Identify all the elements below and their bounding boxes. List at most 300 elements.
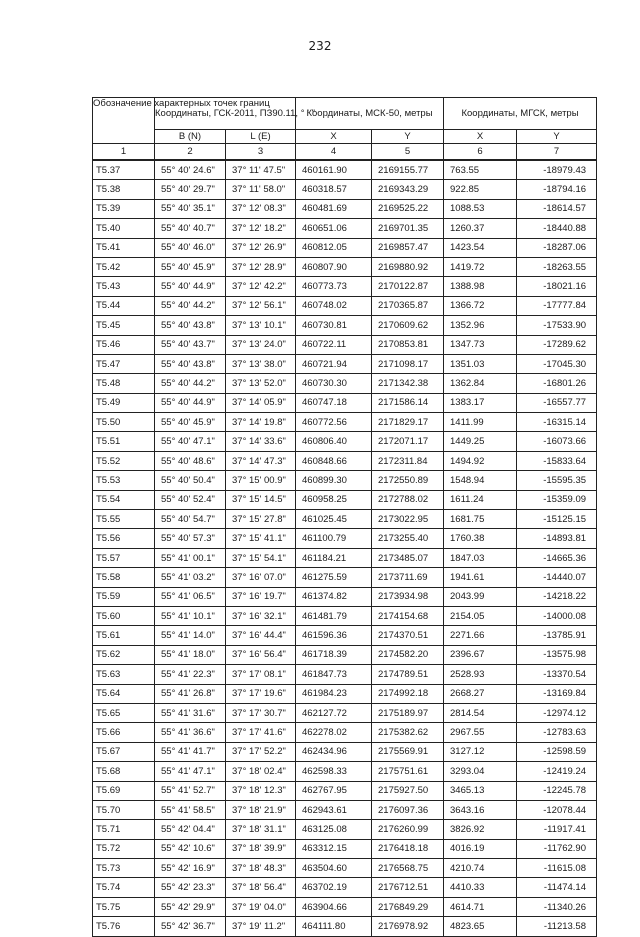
longitude-cell: 37° 16' 32.1" bbox=[226, 606, 296, 625]
point-id-cell: Т5.71 bbox=[93, 820, 155, 839]
column-number: 6 bbox=[444, 144, 517, 161]
point-id-cell: Т5.42 bbox=[93, 257, 155, 276]
header-gsk-l: L (E) bbox=[226, 130, 296, 144]
table-row bbox=[93, 839, 597, 858]
table-row bbox=[93, 257, 597, 276]
table-row bbox=[93, 238, 597, 257]
point-id-cell: Т5.74 bbox=[93, 878, 155, 897]
msk-x-cell: 460747.18 bbox=[296, 393, 372, 412]
msk-x-cell: 460958.25 bbox=[296, 490, 372, 509]
msk-y-cell: 2171342.38 bbox=[372, 374, 444, 393]
mgsk-y-cell: -18263.55 bbox=[517, 257, 597, 276]
longitude-cell: 37° 15' 14.5" bbox=[226, 490, 296, 509]
mgsk-x-cell: 1388.98 bbox=[444, 277, 517, 296]
mgsk-x-cell: 2814.54 bbox=[444, 703, 517, 722]
mgsk-x-cell: 2396.67 bbox=[444, 645, 517, 664]
longitude-cell: 37° 14' 05.9" bbox=[226, 393, 296, 412]
mgsk-y-cell: -16801.26 bbox=[517, 374, 597, 393]
msk-x-cell: 460748.02 bbox=[296, 296, 372, 315]
mgsk-y-cell: -18794.16 bbox=[517, 180, 597, 199]
longitude-cell: 37° 14' 33.6" bbox=[226, 432, 296, 451]
point-id-cell: Т5.48 bbox=[93, 374, 155, 393]
msk-y-cell: 2176712.51 bbox=[372, 878, 444, 897]
mgsk-x-cell: 2043.99 bbox=[444, 587, 517, 606]
mgsk-x-cell: 1260.37 bbox=[444, 219, 517, 238]
msk-y-cell: 2174370.51 bbox=[372, 626, 444, 645]
msk-y-cell: 2175189.97 bbox=[372, 703, 444, 722]
mgsk-y-cell: -17289.62 bbox=[517, 335, 597, 354]
mgsk-x-cell: 2154.05 bbox=[444, 606, 517, 625]
mgsk-y-cell: -12974.12 bbox=[517, 703, 597, 722]
msk-y-cell: 2171829.17 bbox=[372, 413, 444, 432]
mgsk-y-cell: -11615.08 bbox=[517, 859, 597, 878]
mgsk-x-cell: 1423.54 bbox=[444, 238, 517, 257]
latitude-cell: 55° 40' 57.3" bbox=[155, 529, 226, 548]
msk-x-cell: 460772.56 bbox=[296, 413, 372, 432]
point-id-cell: Т5.55 bbox=[93, 510, 155, 529]
msk-x-cell: 460773.73 bbox=[296, 277, 372, 296]
point-id-cell: Т5.62 bbox=[93, 645, 155, 664]
msk-y-cell: 2175751.61 bbox=[372, 762, 444, 781]
mgsk-x-cell: 3127.12 bbox=[444, 742, 517, 761]
table-row bbox=[93, 393, 597, 412]
latitude-cell: 55° 40' 45.9" bbox=[155, 413, 226, 432]
table-row bbox=[93, 451, 597, 470]
longitude-cell: 37° 12' 42.2" bbox=[226, 277, 296, 296]
mgsk-y-cell: -14440.07 bbox=[517, 568, 597, 587]
point-id-cell: Т5.46 bbox=[93, 335, 155, 354]
longitude-cell: 37° 12' 28.9" bbox=[226, 257, 296, 276]
point-id-cell: Т5.68 bbox=[93, 762, 155, 781]
latitude-cell: 55° 41' 00.1" bbox=[155, 548, 226, 567]
mgsk-x-cell: 1362.84 bbox=[444, 374, 517, 393]
latitude-cell: 55° 41' 58.5" bbox=[155, 800, 226, 819]
table-row bbox=[93, 723, 597, 742]
msk-y-cell: 2176978.92 bbox=[372, 917, 444, 936]
msk-y-cell: 2174992.18 bbox=[372, 684, 444, 703]
latitude-cell: 55° 42' 16.9" bbox=[155, 859, 226, 878]
mgsk-y-cell: -18021.16 bbox=[517, 277, 597, 296]
point-id-cell: Т5.49 bbox=[93, 393, 155, 412]
msk-x-cell: 462127.72 bbox=[296, 703, 372, 722]
table-row bbox=[93, 510, 597, 529]
mgsk-x-cell: 1611.24 bbox=[444, 490, 517, 509]
table-row bbox=[93, 800, 597, 819]
msk-x-cell: 461481.79 bbox=[296, 606, 372, 625]
mgsk-x-cell: 3826.92 bbox=[444, 820, 517, 839]
msk-x-cell: 461275.59 bbox=[296, 568, 372, 587]
table-row bbox=[93, 471, 597, 490]
table-row bbox=[93, 199, 597, 218]
table-row bbox=[93, 665, 597, 684]
msk-y-cell: 2170609.62 bbox=[372, 316, 444, 335]
msk-y-cell: 2175927.50 bbox=[372, 781, 444, 800]
msk-y-cell: 2172071.17 bbox=[372, 432, 444, 451]
latitude-cell: 55° 41' 18.0" bbox=[155, 645, 226, 664]
point-id-cell: Т5.39 bbox=[93, 199, 155, 218]
longitude-cell: 37° 16' 07.0" bbox=[226, 568, 296, 587]
longitude-cell: 37° 16' 44.4" bbox=[226, 626, 296, 645]
msk-x-cell: 463904.66 bbox=[296, 897, 372, 916]
mgsk-y-cell: -17533.90 bbox=[517, 316, 597, 335]
msk-y-cell: 2171098.17 bbox=[372, 354, 444, 373]
table-row bbox=[93, 432, 597, 451]
msk-x-cell: 463702.19 bbox=[296, 878, 372, 897]
mgsk-y-cell: -14218.22 bbox=[517, 587, 597, 606]
longitude-cell: 37° 18' 02.4" bbox=[226, 762, 296, 781]
mgsk-y-cell: -16073.66 bbox=[517, 432, 597, 451]
mgsk-y-cell: -12598.59 bbox=[517, 742, 597, 761]
msk-y-cell: 2174789.51 bbox=[372, 665, 444, 684]
msk-y-cell: 2173022.95 bbox=[372, 510, 444, 529]
point-id-cell: Т5.70 bbox=[93, 800, 155, 819]
longitude-cell: 37° 18' 56.4" bbox=[226, 878, 296, 897]
table-row bbox=[93, 160, 597, 180]
msk-x-cell: 460848.66 bbox=[296, 451, 372, 470]
table-row bbox=[93, 354, 597, 373]
mgsk-y-cell: -11917.41 bbox=[517, 820, 597, 839]
longitude-cell: 37° 12' 08.3" bbox=[226, 199, 296, 218]
column-number: 7 bbox=[517, 144, 597, 161]
msk-y-cell: 2172788.02 bbox=[372, 490, 444, 509]
point-id-cell: Т5.47 bbox=[93, 354, 155, 373]
latitude-cell: 55° 42' 10.6" bbox=[155, 839, 226, 858]
mgsk-x-cell: 1351.03 bbox=[444, 354, 517, 373]
latitude-cell: 55° 41' 52.7" bbox=[155, 781, 226, 800]
point-id-cell: Т5.44 bbox=[93, 296, 155, 315]
msk-y-cell: 2170122.87 bbox=[372, 277, 444, 296]
mgsk-x-cell: 2967.55 bbox=[444, 723, 517, 742]
longitude-cell: 37° 17' 08.1" bbox=[226, 665, 296, 684]
msk-y-cell: 2173711.69 bbox=[372, 568, 444, 587]
latitude-cell: 55° 40' 44.9" bbox=[155, 393, 226, 412]
table-row bbox=[93, 316, 597, 335]
msk-x-cell: 461100.79 bbox=[296, 529, 372, 548]
mgsk-x-cell: 4614.71 bbox=[444, 897, 517, 916]
msk-x-cell: 460730.81 bbox=[296, 316, 372, 335]
mgsk-y-cell: -11340.26 bbox=[517, 897, 597, 916]
table-row bbox=[93, 277, 597, 296]
point-id-cell: Т5.67 bbox=[93, 742, 155, 761]
msk-y-cell: 2173485.07 bbox=[372, 548, 444, 567]
point-id-cell: Т5.54 bbox=[93, 490, 155, 509]
mgsk-y-cell: -15125.15 bbox=[517, 510, 597, 529]
mgsk-x-cell: 2668.27 bbox=[444, 684, 517, 703]
msk-x-cell: 460899.30 bbox=[296, 471, 372, 490]
latitude-cell: 55° 40' 29.7" bbox=[155, 180, 226, 199]
mgsk-x-cell: 4210.74 bbox=[444, 859, 517, 878]
msk-x-cell: 462434.96 bbox=[296, 742, 372, 761]
longitude-cell: 37° 17' 19.6" bbox=[226, 684, 296, 703]
mgsk-y-cell: -12245.78 bbox=[517, 781, 597, 800]
latitude-cell: 55° 40' 46.0" bbox=[155, 238, 226, 257]
latitude-cell: 55° 42' 04.4" bbox=[155, 820, 226, 839]
mgsk-x-cell: 1449.25 bbox=[444, 432, 517, 451]
longitude-cell: 37° 13' 52.0" bbox=[226, 374, 296, 393]
msk-y-cell: 2169857.47 bbox=[372, 238, 444, 257]
latitude-cell: 55° 40' 50.4" bbox=[155, 471, 226, 490]
mgsk-x-cell: 4016.19 bbox=[444, 839, 517, 858]
mgsk-y-cell: -12078.44 bbox=[517, 800, 597, 819]
mgsk-x-cell: 1760.38 bbox=[444, 529, 517, 548]
mgsk-x-cell: 1419.72 bbox=[444, 257, 517, 276]
mgsk-x-cell: 4410.33 bbox=[444, 878, 517, 897]
latitude-cell: 55° 41' 41.7" bbox=[155, 742, 226, 761]
longitude-cell: 37° 15' 00.9" bbox=[226, 471, 296, 490]
header-point-designation: Обозначение характерных точек границ bbox=[93, 98, 155, 144]
longitude-cell: 37° 16' 19.7" bbox=[226, 587, 296, 606]
mgsk-y-cell: -15595.35 bbox=[517, 471, 597, 490]
latitude-cell: 55° 41' 14.0" bbox=[155, 626, 226, 645]
latitude-cell: 55° 40' 45.9" bbox=[155, 257, 226, 276]
longitude-cell: 37° 19' 04.0" bbox=[226, 897, 296, 916]
msk-x-cell: 461984.23 bbox=[296, 684, 372, 703]
point-id-cell: Т5.73 bbox=[93, 859, 155, 878]
msk-x-cell: 464111.80 bbox=[296, 917, 372, 936]
longitude-cell: 37° 17' 30.7" bbox=[226, 703, 296, 722]
table-row bbox=[93, 490, 597, 509]
table-row bbox=[93, 703, 597, 722]
msk-x-cell: 463312.15 bbox=[296, 839, 372, 858]
msk-x-cell: 462943.61 bbox=[296, 800, 372, 819]
point-id-cell: Т5.58 bbox=[93, 568, 155, 587]
header-gsk-coordinates: Координаты, ГСК-2011, ПЗ90.11, ° ' " bbox=[155, 98, 296, 130]
mgsk-y-cell: -14665.36 bbox=[517, 548, 597, 567]
mgsk-y-cell: -13169.84 bbox=[517, 684, 597, 703]
mgsk-y-cell: -18440.88 bbox=[517, 219, 597, 238]
latitude-cell: 55° 41' 31.6" bbox=[155, 703, 226, 722]
longitude-cell: 37° 13' 10.1" bbox=[226, 316, 296, 335]
point-id-cell: Т5.43 bbox=[93, 277, 155, 296]
header-msk-x: X bbox=[296, 130, 372, 144]
point-id-cell: Т5.76 bbox=[93, 917, 155, 936]
mgsk-y-cell: -14893.81 bbox=[517, 529, 597, 548]
latitude-cell: 55° 40' 48.6" bbox=[155, 451, 226, 470]
table-row bbox=[93, 742, 597, 761]
latitude-cell: 55° 41' 10.1" bbox=[155, 606, 226, 625]
msk-x-cell: 460318.57 bbox=[296, 180, 372, 199]
mgsk-x-cell: 1366.72 bbox=[444, 296, 517, 315]
msk-x-cell: 460812.05 bbox=[296, 238, 372, 257]
msk-x-cell: 460730.30 bbox=[296, 374, 372, 393]
header-msk-coordinates: Координаты, МСК-50, метры bbox=[296, 98, 444, 130]
point-id-cell: Т5.40 bbox=[93, 219, 155, 238]
mgsk-y-cell: -17045.30 bbox=[517, 354, 597, 373]
table-row bbox=[93, 587, 597, 606]
latitude-cell: 55° 40' 43.7" bbox=[155, 335, 226, 354]
point-id-cell: Т5.65 bbox=[93, 703, 155, 722]
column-number: 3 bbox=[226, 144, 296, 161]
msk-y-cell: 2172550.89 bbox=[372, 471, 444, 490]
point-id-cell: Т5.63 bbox=[93, 665, 155, 684]
table-row bbox=[93, 606, 597, 625]
msk-x-cell: 461184.21 bbox=[296, 548, 372, 567]
longitude-cell: 37° 15' 27.8" bbox=[226, 510, 296, 529]
page-number: 232 bbox=[308, 39, 332, 53]
table-row bbox=[93, 684, 597, 703]
msk-y-cell: 2176418.18 bbox=[372, 839, 444, 858]
longitude-cell: 37° 15' 41.1" bbox=[226, 529, 296, 548]
latitude-cell: 55° 41' 26.8" bbox=[155, 684, 226, 703]
msk-x-cell: 460721.94 bbox=[296, 354, 372, 373]
msk-y-cell: 2173934.98 bbox=[372, 587, 444, 606]
table-body bbox=[93, 160, 597, 936]
table-row bbox=[93, 296, 597, 315]
mgsk-y-cell: -18979.43 bbox=[517, 160, 597, 180]
longitude-cell: 37° 13' 38.0" bbox=[226, 354, 296, 373]
msk-x-cell: 463504.60 bbox=[296, 859, 372, 878]
header-gsk-b: B (N) bbox=[155, 130, 226, 144]
point-id-cell: Т5.72 bbox=[93, 839, 155, 858]
longitude-cell: 37° 17' 52.2" bbox=[226, 742, 296, 761]
longitude-cell: 37° 13' 24.0" bbox=[226, 335, 296, 354]
latitude-cell: 55° 40' 47.1" bbox=[155, 432, 226, 451]
mgsk-x-cell: 3465.13 bbox=[444, 781, 517, 800]
coordinates-table bbox=[92, 97, 597, 937]
point-id-cell: Т5.51 bbox=[93, 432, 155, 451]
latitude-cell: 55° 40' 43.8" bbox=[155, 316, 226, 335]
latitude-cell: 55° 41' 22.3" bbox=[155, 665, 226, 684]
point-id-cell: Т5.75 bbox=[93, 897, 155, 916]
msk-y-cell: 2169155.77 bbox=[372, 160, 444, 180]
longitude-cell: 37° 18' 48.3" bbox=[226, 859, 296, 878]
mgsk-x-cell: 922.85 bbox=[444, 180, 517, 199]
msk-y-cell: 2175569.91 bbox=[372, 742, 444, 761]
point-id-cell: Т5.64 bbox=[93, 684, 155, 703]
longitude-cell: 37° 12' 26.9" bbox=[226, 238, 296, 257]
mgsk-x-cell: 1352.96 bbox=[444, 316, 517, 335]
mgsk-y-cell: -11762.90 bbox=[517, 839, 597, 858]
mgsk-x-cell: 1941.61 bbox=[444, 568, 517, 587]
column-number: 2 bbox=[155, 144, 226, 161]
mgsk-x-cell: 4823.65 bbox=[444, 917, 517, 936]
mgsk-x-cell: 1494.92 bbox=[444, 451, 517, 470]
msk-y-cell: 2176097.36 bbox=[372, 800, 444, 819]
msk-y-cell: 2169343.29 bbox=[372, 180, 444, 199]
header-msk-y: Y bbox=[372, 130, 444, 144]
table-row bbox=[93, 626, 597, 645]
msk-y-cell: 2173255.40 bbox=[372, 529, 444, 548]
header-mgsk-x: X bbox=[444, 130, 517, 144]
mgsk-x-cell: 1847.03 bbox=[444, 548, 517, 567]
table-row bbox=[93, 781, 597, 800]
mgsk-y-cell: -16557.77 bbox=[517, 393, 597, 412]
point-id-cell: Т5.56 bbox=[93, 529, 155, 548]
msk-y-cell: 2169701.35 bbox=[372, 219, 444, 238]
msk-x-cell: 461374.82 bbox=[296, 587, 372, 606]
longitude-cell: 37° 17' 41.6" bbox=[226, 723, 296, 742]
table-row bbox=[93, 645, 597, 664]
latitude-cell: 55° 40' 44.2" bbox=[155, 296, 226, 315]
column-number: 5 bbox=[372, 144, 444, 161]
column-number: 1 bbox=[93, 144, 155, 161]
longitude-cell: 37° 18' 39.9" bbox=[226, 839, 296, 858]
msk-y-cell: 2174154.68 bbox=[372, 606, 444, 625]
msk-x-cell: 461025.45 bbox=[296, 510, 372, 529]
longitude-cell: 37° 12' 56.1" bbox=[226, 296, 296, 315]
point-id-cell: Т5.50 bbox=[93, 413, 155, 432]
table-row bbox=[93, 762, 597, 781]
latitude-cell: 55° 40' 35.1" bbox=[155, 199, 226, 218]
mgsk-y-cell: -11474.14 bbox=[517, 878, 597, 897]
longitude-cell: 37° 14' 19.8" bbox=[226, 413, 296, 432]
mgsk-y-cell: -12783.63 bbox=[517, 723, 597, 742]
msk-x-cell: 460161.90 bbox=[296, 160, 372, 180]
mgsk-x-cell: 2271.66 bbox=[444, 626, 517, 645]
mgsk-x-cell: 1347.73 bbox=[444, 335, 517, 354]
table-row bbox=[93, 917, 597, 936]
longitude-cell: 37° 18' 12.3" bbox=[226, 781, 296, 800]
longitude-cell: 37° 11' 47.5" bbox=[226, 160, 296, 180]
table-row bbox=[93, 219, 597, 238]
mgsk-x-cell: 1548.94 bbox=[444, 471, 517, 490]
msk-x-cell: 462598.33 bbox=[296, 762, 372, 781]
msk-y-cell: 2170365.87 bbox=[372, 296, 444, 315]
msk-y-cell: 2169880.92 bbox=[372, 257, 444, 276]
point-id-cell: Т5.45 bbox=[93, 316, 155, 335]
msk-x-cell: 460481.69 bbox=[296, 199, 372, 218]
msk-y-cell: 2172311.84 bbox=[372, 451, 444, 470]
point-id-cell: Т5.66 bbox=[93, 723, 155, 742]
mgsk-x-cell: 2528.93 bbox=[444, 665, 517, 684]
msk-x-cell: 460806.40 bbox=[296, 432, 372, 451]
point-id-cell: Т5.53 bbox=[93, 471, 155, 490]
table-row bbox=[93, 859, 597, 878]
latitude-cell: 55° 41' 06.5" bbox=[155, 587, 226, 606]
point-id-cell: Т5.69 bbox=[93, 781, 155, 800]
mgsk-y-cell: -16315.14 bbox=[517, 413, 597, 432]
latitude-cell: 55° 40' 40.7" bbox=[155, 219, 226, 238]
latitude-cell: 55° 40' 52.4" bbox=[155, 490, 226, 509]
mgsk-y-cell: -18614.57 bbox=[517, 199, 597, 218]
mgsk-x-cell: 1681.75 bbox=[444, 510, 517, 529]
latitude-cell: 55° 41' 03.2" bbox=[155, 568, 226, 587]
msk-y-cell: 2169525.22 bbox=[372, 199, 444, 218]
msk-x-cell: 462767.95 bbox=[296, 781, 372, 800]
latitude-cell: 55° 41' 36.6" bbox=[155, 723, 226, 742]
mgsk-y-cell: -15359.09 bbox=[517, 490, 597, 509]
table-row bbox=[93, 878, 597, 897]
mgsk-y-cell: -11213.58 bbox=[517, 917, 597, 936]
msk-x-cell: 462278.02 bbox=[296, 723, 372, 742]
header-mgsk-y: Y bbox=[517, 130, 597, 144]
latitude-cell: 55° 40' 44.9" bbox=[155, 277, 226, 296]
mgsk-y-cell: -17777.84 bbox=[517, 296, 597, 315]
msk-y-cell: 2176260.99 bbox=[372, 820, 444, 839]
point-id-cell: Т5.38 bbox=[93, 180, 155, 199]
latitude-cell: 55° 40' 24.6" bbox=[155, 160, 226, 180]
mgsk-y-cell: -15833.64 bbox=[517, 451, 597, 470]
table-row bbox=[93, 374, 597, 393]
longitude-cell: 37° 16' 56.4" bbox=[226, 645, 296, 664]
point-id-cell: Т5.41 bbox=[93, 238, 155, 257]
latitude-cell: 55° 41' 47.1" bbox=[155, 762, 226, 781]
mgsk-y-cell: -18287.06 bbox=[517, 238, 597, 257]
msk-y-cell: 2171586.14 bbox=[372, 393, 444, 412]
header-mgsk-coordinates: Координаты, МГСК, метры bbox=[444, 98, 597, 130]
mgsk-x-cell: 763.55 bbox=[444, 160, 517, 180]
latitude-cell: 55° 40' 43.8" bbox=[155, 354, 226, 373]
msk-x-cell: 461718.39 bbox=[296, 645, 372, 664]
mgsk-x-cell: 3293.04 bbox=[444, 762, 517, 781]
point-id-cell: Т5.37 bbox=[93, 160, 155, 180]
longitude-cell: 37° 14' 47.3" bbox=[226, 451, 296, 470]
msk-x-cell: 463125.08 bbox=[296, 820, 372, 839]
latitude-cell: 55° 42' 23.3" bbox=[155, 878, 226, 897]
msk-x-cell: 461847.73 bbox=[296, 665, 372, 684]
longitude-cell: 37° 11' 58.0" bbox=[226, 180, 296, 199]
msk-x-cell: 460722.11 bbox=[296, 335, 372, 354]
